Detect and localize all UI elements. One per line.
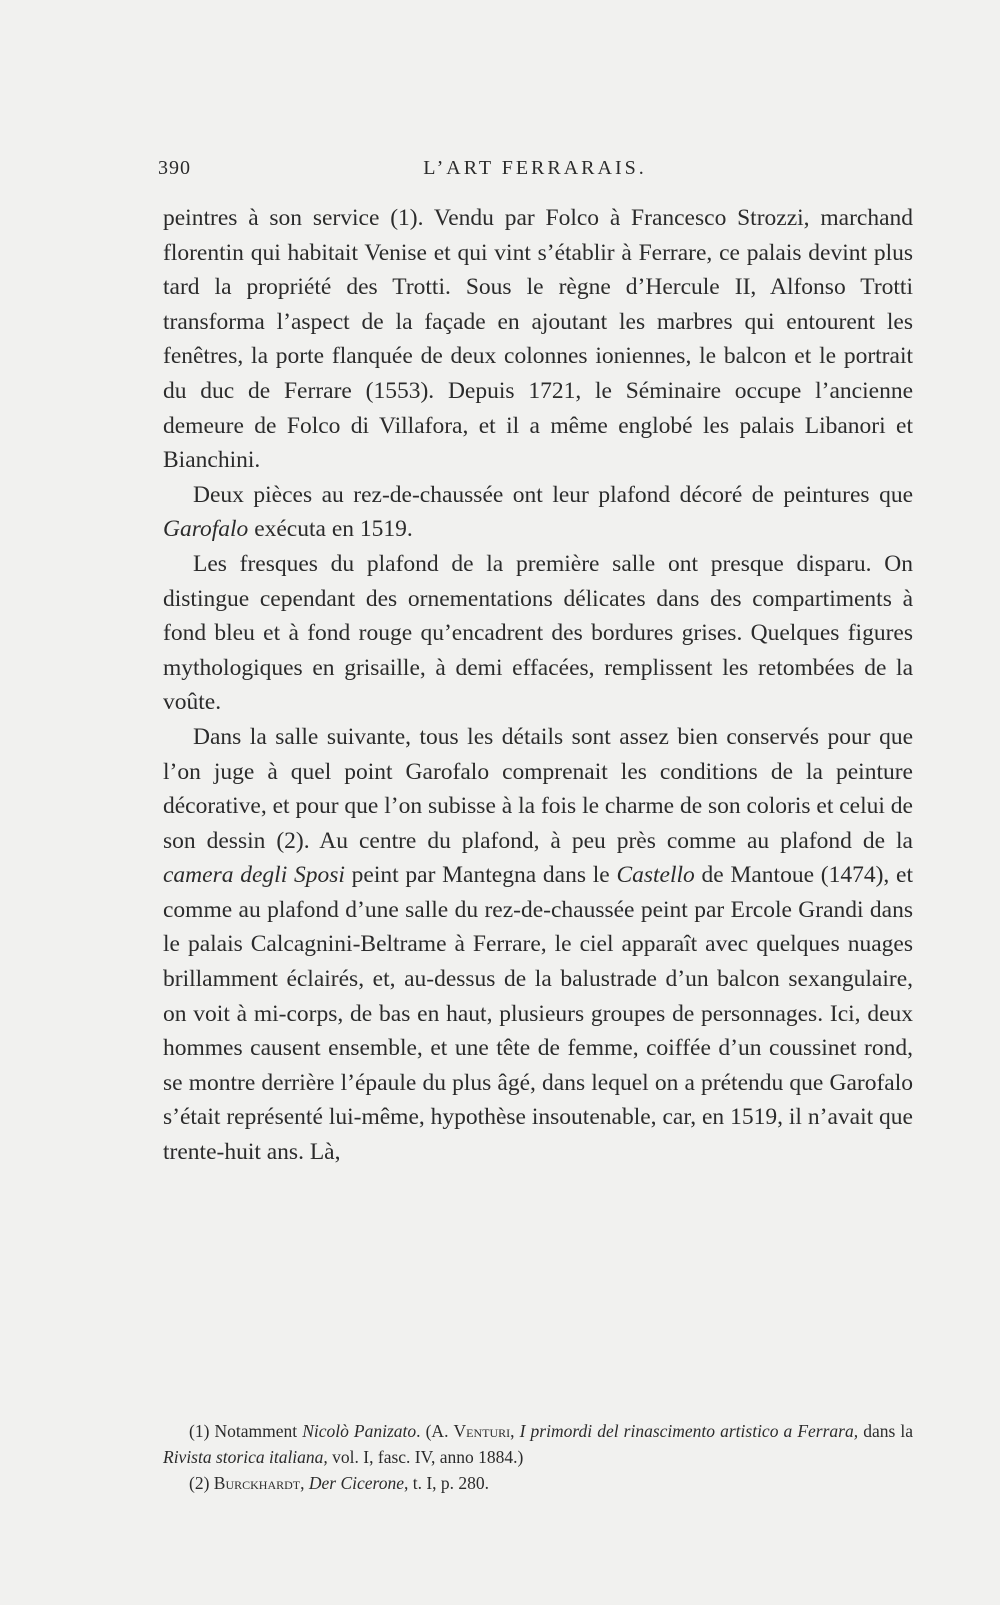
footnotes bbox=[163, 1418, 913, 1496]
footnote-2 bbox=[163, 1470, 913, 1496]
footnote-1-text-c: . (A. bbox=[416, 1421, 454, 1441]
paragraph-4-italic-camera: camera degli Sposi bbox=[163, 862, 345, 889]
footnote-1-text-a: (1) Notamment bbox=[189, 1421, 303, 1441]
paragraph-2 bbox=[163, 478, 913, 547]
footnote-1 bbox=[163, 1418, 913, 1470]
footnote-1-text-g: dans la bbox=[858, 1421, 913, 1441]
paragraph-4-italic-castello: Castello bbox=[616, 862, 695, 889]
footnote-2-text-a: (2) bbox=[189, 1473, 214, 1493]
footnote-1-italic-name: Nicolò Panizato bbox=[302, 1421, 417, 1441]
body-text bbox=[163, 201, 913, 1170]
footnote-1-text-i: vol. I, fasc. IV, anno 1884.) bbox=[327, 1447, 524, 1467]
running-title: L’ART FERRARAIS. bbox=[423, 157, 647, 179]
footnote-1-italic-journal: Rivista storica italiana, bbox=[163, 1447, 328, 1467]
page-header bbox=[158, 157, 912, 187]
footnote-2-text-c: , bbox=[300, 1473, 309, 1493]
paragraph-4 bbox=[163, 720, 913, 1170]
paragraph-4-text-c: peint par Mantegna dans le bbox=[344, 862, 617, 889]
footnote-1-italic-title: I primordi del rinascimento artistico a Ferrara, bbox=[519, 1421, 859, 1441]
paragraph-2-text-a: Deux pièces au rez-de-chaussée ont leur plafond décoré de peintures que bbox=[193, 481, 913, 508]
paragraph-2-text-c: exécuta en 1519. bbox=[248, 516, 413, 543]
paragraph-2-italic-garofalo: Garofalo bbox=[163, 516, 249, 543]
paragraph-4-text-a: Dans la salle suivante, tous les détails sont assez bien conservés pour que l’on juge à quel point Garofalo comprenait les conditions de la peinture décorative, et pour que l’on subisse à la fois le charme de son coloris et celui de son dessin (2). Au centre du plafond, à peu près comme au plafond de la bbox=[163, 723, 913, 854]
paragraph-4-text-e: de Mantoue (1474), et comme au plafond d’une salle du rez-de-chaussée peint par Ercole Grandi dans le palais Calcagnini-Beltrame à Ferrare, le ciel apparaît avec quelques nuages brillamment éclairés, et, au-dessus de la balustrade d’un balcon sexangulaire, on voit à mi-corps, de bas en haut, plusieurs groupes de personnages. Ici, deux hommes causent ensemble, et une tête de femme, coiffée d’un coussinet rond, se montre derrière l’épaule du plus âgé, dans lequel on a prétendu que Garofalo s’était représenté lui-même, hypothèse insoutenable, car, en 1519, il n’avait que trente-huit ans. Là, bbox=[163, 862, 914, 1166]
footnote-1-author: Venturi bbox=[453, 1421, 511, 1441]
footnote-2-italic-title: Der Cicerone bbox=[308, 1473, 404, 1493]
footnote-2-text-e: , t. I, p. 280. bbox=[403, 1473, 490, 1493]
paragraph-3 bbox=[163, 547, 913, 720]
page-number: 390 bbox=[158, 157, 191, 179]
paragraph-1 bbox=[163, 201, 913, 478]
paragraph-1-text: peintres à son service (1). Vendu par Folco à Francesco Strozzi, marchand florentin qui habitait Venise et qui vint s’établir à Ferrare, ce palais devint plus tard la propriété des Trotti. Sous le règne d’Hercule II, Alfonso Trotti transforma l’aspect de la façade en ajoutant les marbres qui entourent les fenêtres, la porte flanquée de deux colonnes ioniennes, le balcon et le portrait du duc de Ferrare (1553). Depuis 1721, le Séminaire occupe l’ancienne demeure de Folco di Villafora, et il a même englobé les palais Libanori et Bianchini. bbox=[163, 205, 913, 474]
footnote-2-author: Burckhardt bbox=[213, 1473, 301, 1493]
footnote-1-text-e: , bbox=[510, 1421, 520, 1441]
paragraph-3-text: Les fresques du plafond de la première salle ont presque disparu. On distingue cependant des ornementations délicates dans des compartiments à fond bleu et à fond rouge qu’encadrent des bordures grises. Quelques figures mythologiques en grisaille, à demi effacées, remplissent les retombées de la voûte. bbox=[163, 550, 913, 716]
